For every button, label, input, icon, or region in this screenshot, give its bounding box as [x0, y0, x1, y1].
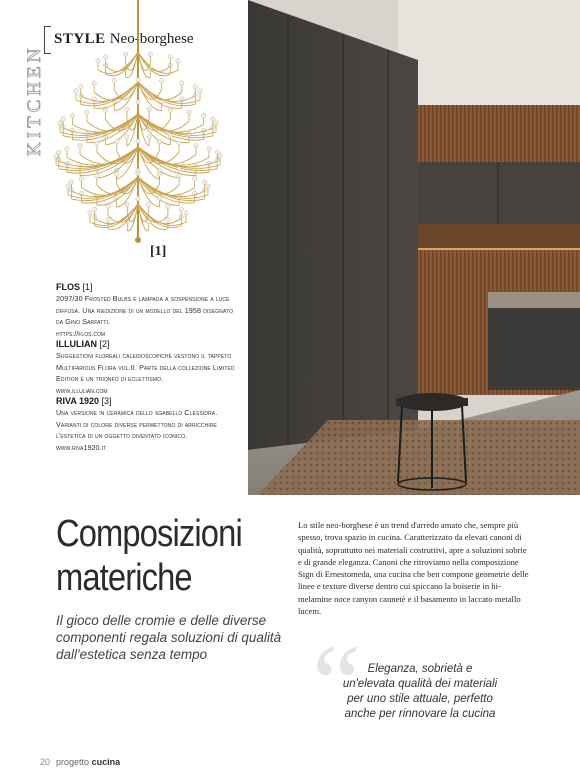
product-ref: [2]: [99, 339, 110, 349]
product-illulian: [56, 339, 236, 396]
figure-tag: [1]: [150, 244, 167, 259]
magazine-name: progetto: [56, 757, 90, 767]
product-riva: [56, 396, 236, 453]
page-number: 20: [40, 757, 51, 767]
product-ref: [1]: [82, 282, 93, 292]
product-flos: [56, 282, 236, 339]
magazine-section: cucina: [91, 757, 121, 767]
style-label: STYLE: [54, 31, 106, 47]
product-list: [56, 282, 236, 453]
product-name: RIVA 1920: [56, 396, 100, 406]
article-subtitle: Il gioco delle cromie e delle diverse componenti regala soluzioni di qualità dall'estetica senza tempo: [56, 613, 282, 662]
product-name: FLOS: [56, 282, 80, 292]
quote-mark-icon: “: [312, 622, 361, 744]
product-ref: [3]: [101, 396, 112, 406]
product-link[interactable]: www.illulian.com: [56, 385, 108, 395]
headline-line-2: materiche: [56, 557, 192, 599]
product-description: Una versione in ceramica dello sgabello Clessidra. Varianti di colore diverse permettono di arricchire l'estetica di un oggetto diventato iconico.: [56, 408, 218, 440]
article-body: Lo stile neo-borghese è un trend d'arredo amato che, sempre più spesso, trova spazio in cucina. Caratterizzato da elevati canoni di qualità, soprattutto nei materiali costruttivi, apre a soluzioni sobrie e di grande eleganza. Canoni che ritroviamo nella composizione Sign di Ernestomeda, una cucina che ben compone geometrie delle linee e texture diverse dentro cui spiccano la boiserie in hi-melamine noce canyon cannetè e il basamento in laccato metallo lucem.: [298, 520, 529, 617]
product-link[interactable]: www.riva1920.it: [56, 442, 106, 452]
article-headline: [56, 512, 242, 600]
section-label: KITCHEN: [24, 44, 45, 156]
product-link[interactable]: https://flos.com: [56, 328, 106, 338]
style-value: Neo-borghese: [109, 31, 194, 47]
pull-quote: Eleganza, sobrietà e un'elevata qualità dei materiali per uno stile attuale, perfetto anche per rinnovare la cucina: [342, 663, 498, 720]
chandelier-image: [30, 0, 245, 270]
product-description: Suggestioni floreali caleidoscopiche vestono il tappeto Multifarious Flora vol.II. Parte della collezione Limited Edition è un trionfo di eclettismo.: [56, 351, 235, 383]
kitchen-photo: [248, 0, 580, 495]
page-footer: [40, 757, 120, 767]
product-description: 2097/30 Frosted Bulbs è lampada a sospensione a luce diffusa. Una riedizione di un modello del 1958 disegnato da Gino Sarfatti.: [56, 294, 234, 326]
product-name: ILLULIAN: [56, 339, 97, 349]
headline-line-1: Composizioni: [56, 513, 242, 555]
